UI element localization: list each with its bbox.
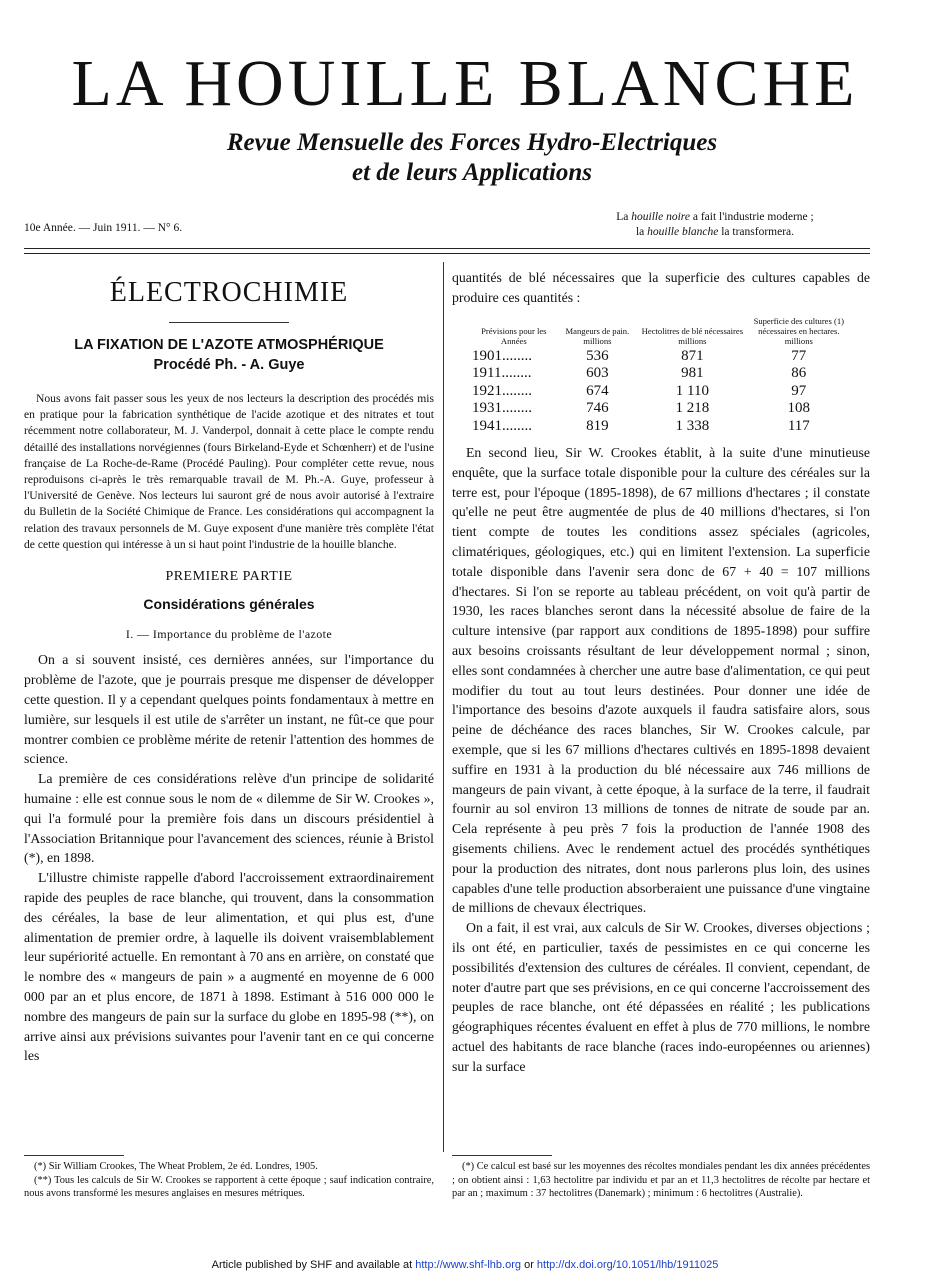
table-row (472, 365, 852, 383)
table-cell-year: 1911........ (472, 365, 532, 382)
table-row (472, 383, 852, 401)
table-row (472, 400, 852, 418)
table-header: Superficie des cultures (1) nécessaires en hectares. millions (753, 315, 845, 346)
footnotes-right (452, 1160, 870, 1201)
forecast-table (472, 316, 852, 436)
table-cell: 108 (787, 400, 811, 417)
paragraph: On a fait, il est vrai, aux calculs de Sir W. Crookes, diverses objections ; ils ont été, en particulier, taxés de pessimistes en ce qui concerne les possibilités d'extension des cultures de céréales. Il convient, cependant, de noter d'autre part que ses prévisions, en ce qui concerne l'accroissement des peuples de race blanche, ont été dépassées en réalité ; les publications géographiques récentes évaluent en effet à plus de 770 millions, le nombre actuel des habitants de race blanche (races indo-européennes ou ariennes) sur la surface (452, 920, 870, 1074)
footnotes-left (24, 1160, 434, 1201)
footnote: (*) Ce calcul est basé sur les moyennes des récoltes mondiales pendant les dix années précédentes ; on obtient ainsi : 1,63 hectolitre par individu et par an et 11,3 hectolitres de récolte par hectare et par an ; maximum : 37 hectolitres (Danemark) ; minimum : 6 hectolitres (Australie). (452, 1161, 870, 1199)
footnote: (*) Sir William Crookes, The Wheat Problem, 2e éd. Londres, 1905. (34, 1161, 318, 1172)
part-subtitle: Considérations générales (143, 595, 315, 612)
table-cell-year: 1921........ (472, 382, 532, 399)
paragraph: quantités de blé nécessaires que la superficie des cultures capables de produire ces quantités : (452, 270, 870, 305)
table-header: Prévisions pour les Années (481, 325, 547, 346)
table-header: Mangeurs de pain. millions (565, 325, 630, 346)
journal-title: LA HOUILLE BLANCHE (71, 47, 859, 120)
footnote-rule-left (24, 1155, 124, 1156)
article-subtitle: Procédé Ph. - A. Guye (153, 357, 305, 373)
footer-text: or (521, 1259, 537, 1271)
table-cell: 1 338 (675, 417, 710, 434)
column-divider (443, 262, 444, 1152)
table-header-row (472, 316, 852, 348)
table-cell: 86 (791, 365, 807, 382)
table-header: Hectolitres de blé nécessaires millions (641, 325, 744, 346)
paragraph: En second lieu, Sir W. Crookes établit, à la suite d'une minutieuse enquête, que la surface totale disponible pour la culture des céréales sur la terre est, pour l'époque (1895-1898), de 67 millions d'hectares ; il constate qu'elle ne peut être augmentée de plus de 40 millions d'hectares, si l'on tient compte de toutes les conditions assez spéciales (agricoles, climatériques, géologiques, etc.) qui en limitent l'extension. La superficie totale disponible dans l'avenir sera donc de 67 + 40 = 107 millions d'hectares. Si l'on se reporte au tableau précédent, on voit qu'à partir de 1930, les races blanches seront dans la nécessité absolue de faire de la culture intensive (par rapport aux conditions de 1895-1898) pour suffire aux besoins croissants résultant de leur développement normal ; sinon, elles sont condamnées à chercher une autre base d'alimentation, ce qui peut modifier du tout au tout leurs destinées. Pour donner une idée de l'importance des besoins d'azote auxquels il faudra satisfaire alors, sous peine de déchéance des races blanches, Sir W. Crookes calcule, par exemple, que si les 67 millions d'hectares cultivés en 1895-1898 devaient suffire en 1931 à la production du blé nécessaire aux 746 millions de mangeurs de pain vivant, à cette époque, à la surface de la terre, il faudrait fournir au sol environ 13 millions de tonnes de nitrate de soude par an. Cela représente à peu près 7 fois la production de l'année 1908 des gisements chiliens. Avec le rendement actuel des procédés synthétiques pour la production des nitrates, dont nous parlerons plus loin, des usines capables d'une telle production absorberaient une puissance d'une vingtaine de millions de chevaux électriques. (452, 445, 870, 916)
intro-paragraph: Nous avons fait passer sous les yeux de nos lecteurs la description des procédés mis en pratique pour la fabrication synthétique de l'acide azotique et des nitrates et tout récemment notre collaborateur, M. J. Vanderpol, donnait à cette place le compte rendu détaillé des installations norvégiennes (fours Birkeland-Eyde et Schœnherr) et de l'usine française de La Roche-de-Rame (Procédé Pauling). Pour compléter cette revue, nous reproduisons ci-après le très remarquable travail de M. Ph.-A. Guye, professeur à l'Université de Genève. Nos lecteurs lui sauront gré de nous avoir autorisé à l'extraire du Bulletin de la Société Chimique de France. Les considérations qui accompagnent la relation des travaux personnels de M. Guye exposent d'une manière très complète l'état de cette question qui intéresse à un si haut point l'industrie de la houille blanche. (24, 392, 434, 551)
journal-subtitle-line2: et de leurs Applications (351, 159, 593, 186)
paragraph: La première de ces considérations relève d'un principe de solidarité humaine : elle est connue sous le nom de « dilemme de Sir W. Crookes », qui l'a formulé pour la première fois dans un discours présidentiel à l'Association Britannique pour l'avancement des sciences, réunie à Bristol (*), en 1898. (24, 771, 434, 866)
journal-subtitle-line1: Revue Mensuelle des Forces Hydro-Electriques (226, 129, 718, 156)
table-cell: 1 218 (675, 400, 710, 417)
header-rule (24, 248, 870, 249)
motto-line2: la houille blanche la transformera. (635, 226, 795, 238)
subheading: I. — Importance du problème de l'azote (125, 626, 333, 641)
table-cell: 819 (586, 417, 609, 434)
header-rule-thin (24, 253, 870, 254)
motto (560, 210, 870, 240)
motto-line1: La houille noire a fait l'industrie moderne ; (616, 211, 814, 223)
footnote: (**) Tous les calculs de Sir W. Crookes se rapportent à cette époque ; sauf indication contraire, nous avons transformé les mesures anglaises en mesures métriques. (24, 1174, 434, 1199)
paragraph: On a si souvent insisté, ces dernières années, sur l'importance du problème de l'azote, que je pourrais presque me dispenser de développer cette question. Il y a cependant quelques points fondamentaux à mettre en lumière, sur lesquels il est utile de s'arrêter un instant, ne fût-ce que pour montrer combien ce problème mérite de retenir l'attention des hommes de science. (24, 652, 434, 767)
section-title: ÉLECTROCHIMIE (109, 277, 349, 308)
table-cell: 674 (586, 382, 609, 399)
table-cell-year: 1931........ (472, 400, 532, 417)
title-rule (169, 322, 289, 323)
table-cell: 603 (586, 365, 609, 382)
right-column (452, 268, 870, 1077)
table-cell: 77 (791, 347, 807, 364)
footer-text: Article published by SHF and available at (211, 1259, 416, 1271)
part-title: PREMIERE PARTIE (165, 569, 293, 585)
table-cell: 117 (787, 417, 810, 434)
masthead (0, 48, 930, 188)
footer-note (0, 1259, 930, 1271)
footer-link-shf[interactable]: http://www.shf-lhb.org (415, 1259, 522, 1271)
footnote-rule-right (452, 1155, 552, 1156)
left-column (24, 268, 434, 1066)
table-cell: 1 110 (675, 382, 709, 399)
paragraph: L'illustre chimiste rappelle d'abord l'accroissement extraordinairement rapide des peuples de race blanche, qui trouvent, dans la consommation des céréales, la base de leur alimentation, et qui plus est, d'une alimentation de premier ordre, à laquelle ils doivent vraisemblablement leur supériorité actuelle. En remontant à 70 ans en arrière, on constaté que le nombre des « mangeurs de pain » a augmenté en moyenne de 6 000 000 par an et plus encore, de 1871 à 1898. Estimant à 516 000 000 le nombre des mangeurs de pain sur la surface du globe en 1895-98 (**), on arrive ainsi aux prévisions suivantes pour l'avenir tant en ce qui concerne les (24, 870, 434, 1064)
table-cell: 536 (586, 347, 609, 364)
issue-info: 10e Année. — Juin 1911. — N° 6. (24, 222, 183, 234)
table-cell: 981 (681, 365, 704, 382)
table-row (472, 348, 852, 366)
table-cell: 97 (791, 382, 807, 399)
table-cell-year: 1901........ (472, 347, 532, 364)
table-cell: 746 (586, 400, 609, 417)
footer-link-doi[interactable]: http://dx.doi.org/10.1051/lhb/1911025 (536, 1259, 719, 1271)
table-row (472, 418, 852, 436)
article-title: LA FIXATION DE L'AZOTE ATMOSPHÉRIQUE (74, 337, 384, 353)
table-cell-year: 1941........ (472, 417, 532, 434)
table-cell: 871 (681, 347, 704, 364)
